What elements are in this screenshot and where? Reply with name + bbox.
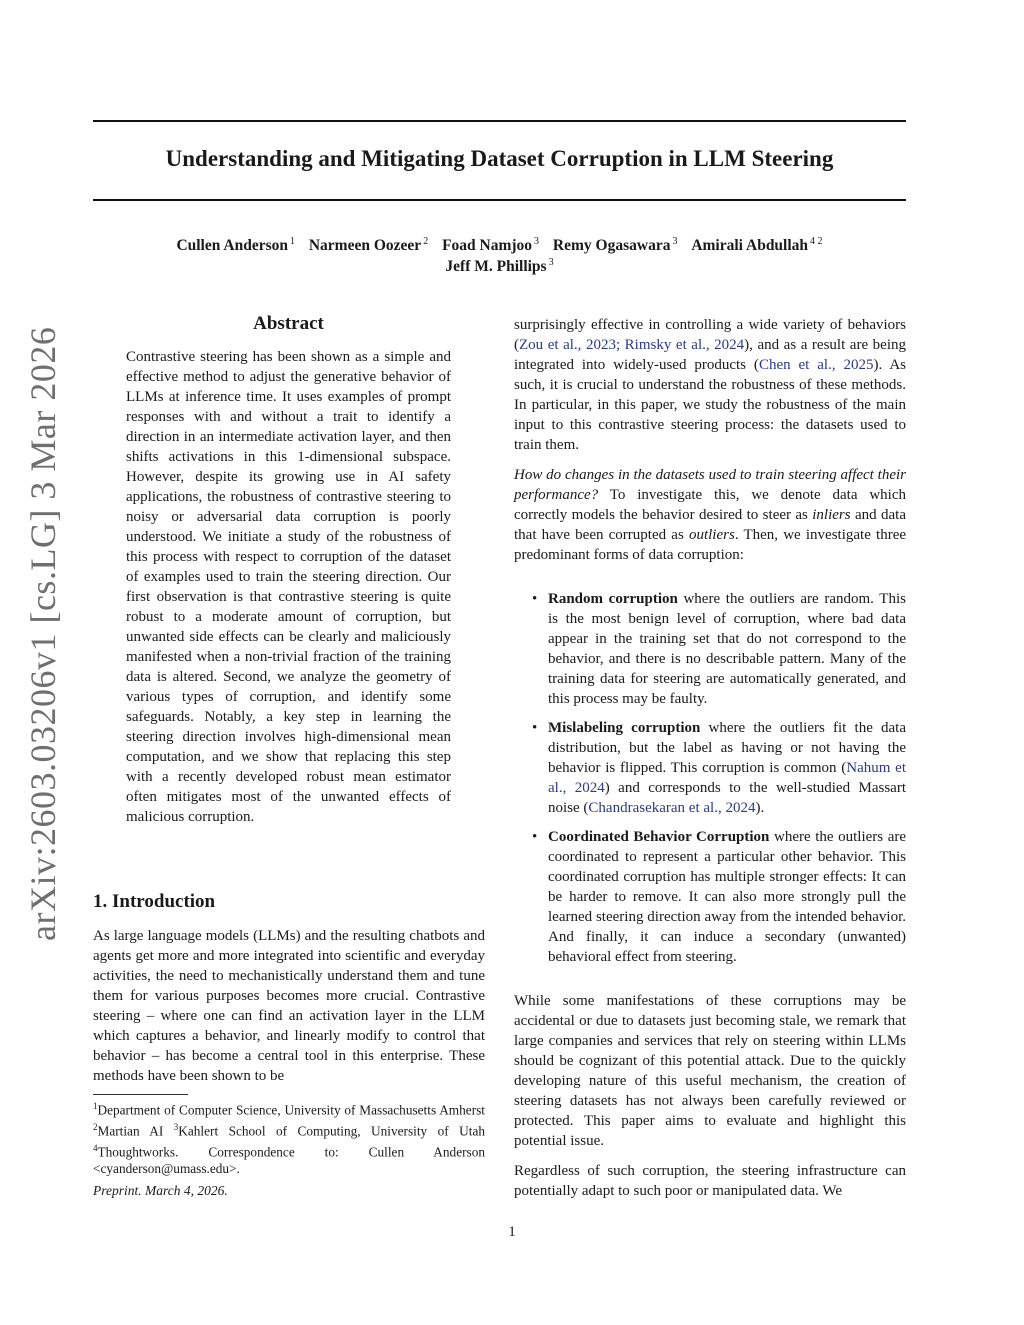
title-bottom-rule	[93, 199, 906, 201]
author: Narmeen Oozeer $^2$	[308, 236, 429, 254]
right-paragraph-2: How do changes in the datasets used to train steering affect their performance? To investigate this, we denote data which correctly models the behavior desired to steer as inliers and data that have been corrupted as outliers. Then, we investigate three predominant forms of data corruption:	[514, 467, 907, 563]
affiliation-footnote: $^1$Department of Computer Science, University of Massachusetts Amherst $^2$Martian AI $^3$Kahlert School of Computing, University of Utah $^4$Thoughtworks. Correspondence to: Cullen Anderson <cyanderson@umass.edu>.	[93, 1101, 485, 1176]
list-item: • Random corruption where the outliers are random. This is the most benign level of corruption, where bad data appear in the training set that do not correspond to the behavior, and there is no describable pattern. Many of the training data for steering are automatically generated, and this process may be faulty.	[532, 591, 906, 707]
abstract-text: Contrastive steering has been shown as a simple and effective method to adjust the generative behavior of LLMs at inference time. It uses examples of prompt responses with and without a trait to identify a direction in an intermediate activation layer, and then shifts activations in this 1-dimensional subspace. However, despite its growing use in AI safety applications, the robustness of contrastive steering to noisy or adversarial data corruption is poorly understood. We initiate a study of the robustness of this process with respect to corruption of the dataset of examples used to train the steering direction. Our first observation is that contrastive steering is quite robust to a moderate amount of corruption, but unwanted side effects can be clearly and maliciously manifested when a non-trivial fraction of the training data is altered. Second, we analyze the geometry of various types of corruption, and identify some safeguards. Notably, a key step in learning the steering direction involves high-dimensional mean computation, and we show that replacing this step with a recently developed robust mean estimator often mitigates most of the unwanted effects of malicious corruption.	[126, 349, 451, 825]
author-list	[93, 236, 906, 255]
abstract-heading: Abstract	[253, 313, 324, 334]
arxiv-watermark: arXiv:2603.03206v1 [cs.LG] 3 Mar 2026	[23, 326, 63, 941]
intro-heading: 1. Introduction	[93, 891, 216, 912]
right-column	[514, 315, 906, 1201]
bullet-icon: •	[532, 591, 538, 607]
author: Foad Namjoo $^3$	[442, 236, 540, 254]
author: Jeff M. Phillips $^3$	[445, 257, 554, 275]
citation-link[interactable]: Chen et al., 2025	[758, 357, 874, 373]
citation-link[interactable]: Chandrasekaran et al., 2024	[588, 800, 756, 816]
intro-paragraph: As large language models (LLMs) and the resulting chatbots and agents get more and more integrated into scientific and everyday activities, the need to mechanistically understand them and tune them for various purposes becomes more crucial. Contrastive steering – where one can find an activation layer in the LLM which captures a behavior, and linearly modify to control that behavior – has become a central tool in this enterprise. These methods have been shown to be	[93, 928, 485, 1084]
title-top-rule	[93, 120, 906, 122]
list-item: • Mislabeling corruption where the outliers fit the data distribution, but the label as having or not having the behavior is flipped. This corruption is common (Nahum et al., 2024) and corresponds to the well-studied Massart noise (Chandrasekaran et al., 2024).	[532, 720, 907, 816]
list-item: • Coordinated Behavior Corruption where the outliers are coordinated to represent a particular other behavior. This coordinated corruption has multiple stronger effects: It can be harder to remove. It can also more strongly pull the learned steering direction away from the intended behavior. And finally, it can induce a secondary (unwanted) behavioral effect from steering.	[532, 829, 907, 965]
right-paragraph-1: surprisingly effective in controlling a wide variety of behaviors (Zou et al., 2023; Rimsky et al., 2024), and as a result are being integrated into widely-used products (Chen et al., 2025). As such, it is crucial to understand the robustness of these methods. In particular, in this paper, we study the robustness of the main input to this contrastive steering process: the datasets used to train them.	[514, 317, 906, 453]
author: Amirali Abdullah $^{4 2}$	[691, 236, 823, 254]
preprint-date: Preprint. March 4, 2026.	[93, 1183, 228, 1198]
author-list-line2	[93, 257, 906, 276]
corruption-types-list	[514, 589, 906, 967]
citation-link[interactable]: Zou et al., 2023; Rimsky et al., 2024	[519, 337, 745, 353]
author: Remy Ogasawara $^3$	[552, 236, 678, 254]
footnote-rule	[93, 1094, 188, 1095]
author: Cullen Anderson $^1$	[176, 236, 295, 254]
bullet-icon: •	[532, 720, 538, 736]
bullet-icon: •	[532, 829, 538, 845]
citation-link[interactable]: Nahum et al., 2024	[548, 760, 907, 796]
right-paragraph-4: Regardless of such corruption, the steering infrastructure can potentially adapt to such poor or manipulated data. We	[514, 1163, 906, 1199]
paper-title: Understanding and Mitigating Dataset Corruption in LLM Steering	[165, 146, 834, 171]
right-paragraph-3: While some manifestations of these corruptions may be accidental or due to datasets just becoming stale, we remark that large companies and services that rely on steering within LLMs should be cognizant of this potential attack. Due to the quickly developing nature of this useful mechanism, the creation of steering datasets has not always been carefully reviewed or protected. This paper aims to evaluate and highlight this potential issue.	[514, 993, 906, 1149]
page-number: 1	[508, 1224, 516, 1240]
